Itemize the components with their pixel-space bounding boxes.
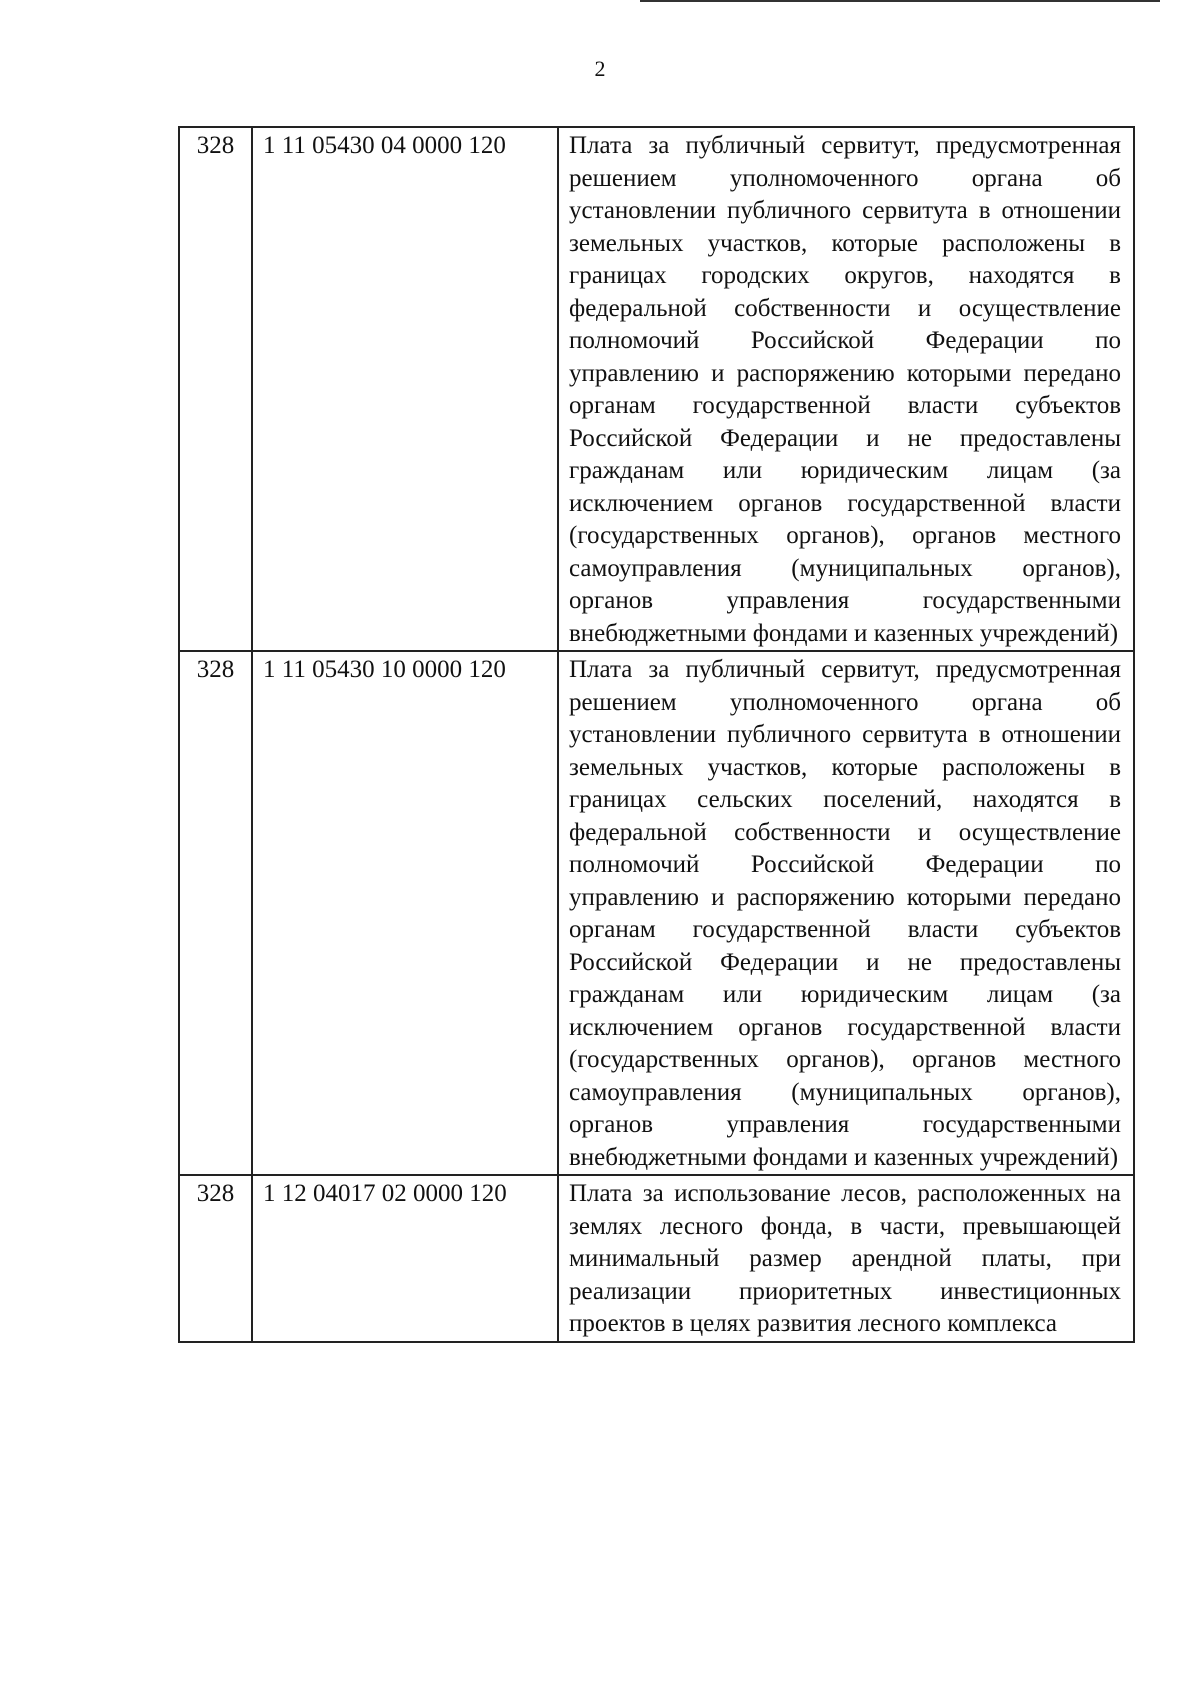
kbk-cell: 1 11 05430 04 0000 120 — [252, 127, 558, 651]
admin-code-cell: 328 — [179, 1175, 252, 1342]
admin-code-cell: 328 — [179, 651, 252, 1175]
page-number: 2 — [594, 56, 606, 81]
revenue-name-cell: Плата за публичный сервитут, предусмотренная решением уполномоченного органа об установлении публичного сервитута в отношении земельных участков, которые расположены в границах сельских поселений, находятся в федеральной собственности и осуществление полномочий Российской Федерации по управлению и распоряжению которыми передано органам государственной власти субъектов Российской Федерации и не предоставлены гражданам или юридическим лицам (за исключением органов государственной власти (государственных органов), органов местного самоуправления (муниципальных органов), органов управления государственными внебюджетными фондами и казенных учреждений) — [558, 651, 1134, 1175]
kbk-cell: 1 11 05430 10 0000 120 — [252, 651, 558, 1175]
admin-code-cell: 328 — [179, 127, 252, 651]
revenue-name-cell: Плата за использование лесов, расположенных на землях лесного фонда, в части, превышающей минимальный размер арендной платы, при реализации приоритетных инвестиционных проектов в целях развития лесного комплекса — [558, 1175, 1134, 1342]
table-row — [179, 127, 1134, 651]
table-row — [179, 651, 1134, 1175]
revenue-codes-table — [178, 126, 1135, 1343]
table-row — [179, 1175, 1134, 1342]
scan-edge-line — [640, 0, 1160, 2]
kbk-cell: 1 12 04017 02 0000 120 — [252, 1175, 558, 1342]
revenue-name-cell: Плата за публичный сервитут, предусмотренная решением уполномоченного органа об установлении публичного сервитута в отношении земельных участков, которые расположены в границах городских округов, находятся в федеральной собственности и осуществление полномочий Российской Федерации по управлению и распоряжению которыми передано органам государственной власти субъектов Российской Федерации и не предоставлены гражданам или юридическим лицам (за исключением органов государственной власти (государственных органов), органов местного самоуправления (муниципальных органов), органов управления государственными внебюджетными фондами и казенных учреждений) — [558, 127, 1134, 651]
